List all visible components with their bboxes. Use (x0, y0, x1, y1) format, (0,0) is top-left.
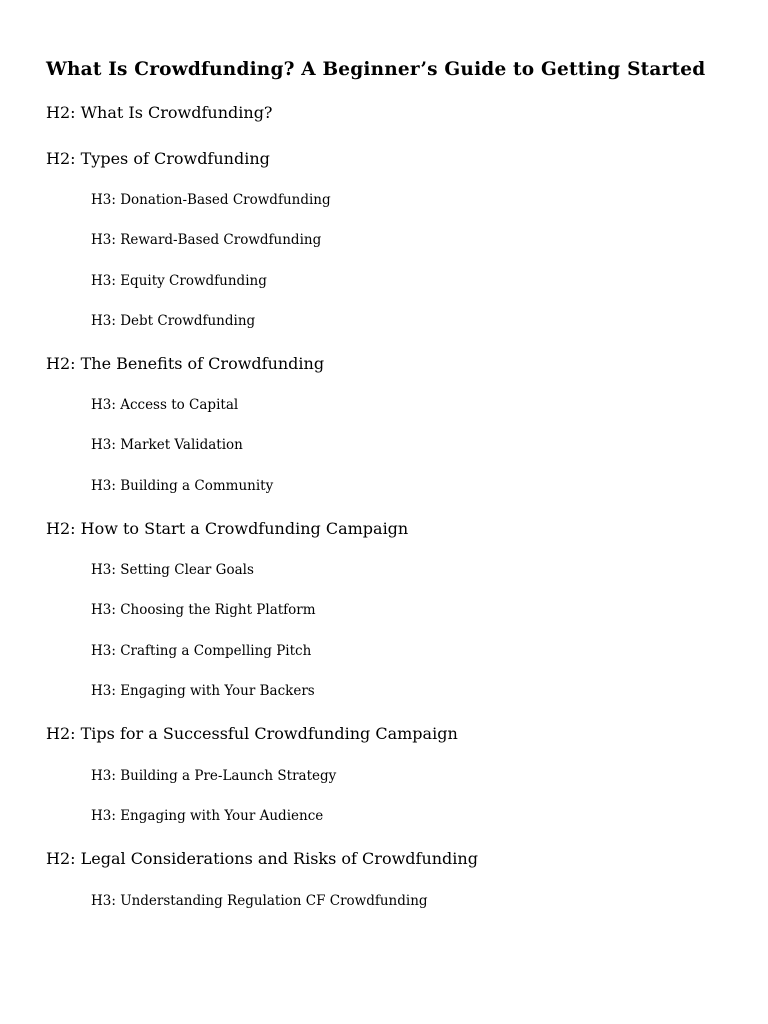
outline-item-h3: H3: Building a Community (91, 478, 274, 494)
document-page (46, 54, 722, 910)
outline-item-h3: H3: Engaging with Your Audience (91, 808, 324, 824)
outline-item-h2: H2: How to Start a Crowdfunding Campaign (46, 519, 409, 538)
outline-item-h2: H2: What Is Crowdfunding? (46, 103, 273, 122)
document-title: What Is Crowdfunding? A Beginner’s Guide to Getting Started (46, 59, 706, 80)
outline-item-h2: H2: The Benefits of Crowdfunding (46, 354, 325, 373)
outline-item-h3: H3: Setting Clear Goals (91, 562, 254, 578)
outline-item-h3: H3: Access to Capital (91, 397, 239, 413)
outline-item-h3: H3: Understanding Regulation CF Crowdfunding (91, 893, 428, 909)
outline-item-h3: H3: Choosing the Right Platform (91, 602, 316, 618)
outline-item-h2: H2: Types of Crowdfunding (46, 149, 270, 168)
outline-item-h3: H3: Engaging with Your Backers (91, 683, 315, 699)
outline-item-h3: H3: Debt Crowdfunding (91, 313, 256, 329)
outline-item-h3: H3: Crafting a Compelling Pitch (91, 643, 312, 659)
outline-item-h2: H2: Legal Considerations and Risks of Crowdfunding (46, 849, 478, 868)
outline-item-h3: H3: Donation-Based Crowdfunding (91, 192, 331, 208)
outline-item-h2: H2: Tips for a Successful Crowdfunding Campaign (46, 724, 458, 743)
outline-item-h3: H3: Reward-Based Crowdfunding (91, 232, 322, 248)
outline-item-h3: H3: Equity Crowdfunding (91, 273, 267, 289)
outline-item-h3: H3: Building a Pre-Launch Strategy (91, 768, 337, 784)
outline-item-h3: H3: Market Validation (91, 437, 243, 453)
